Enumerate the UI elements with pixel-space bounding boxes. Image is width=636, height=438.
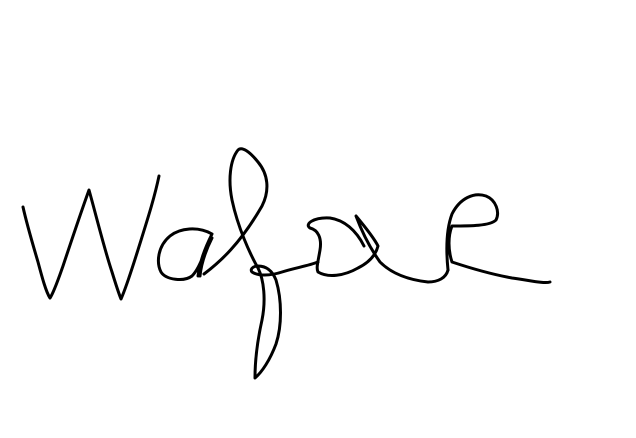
letter-w-stroke (23, 176, 159, 299)
letter-a2-stroke (308, 216, 448, 282)
letter-e-stroke (447, 195, 550, 283)
letter-f-stroke (204, 149, 318, 378)
letter-a-stroke (158, 229, 212, 280)
